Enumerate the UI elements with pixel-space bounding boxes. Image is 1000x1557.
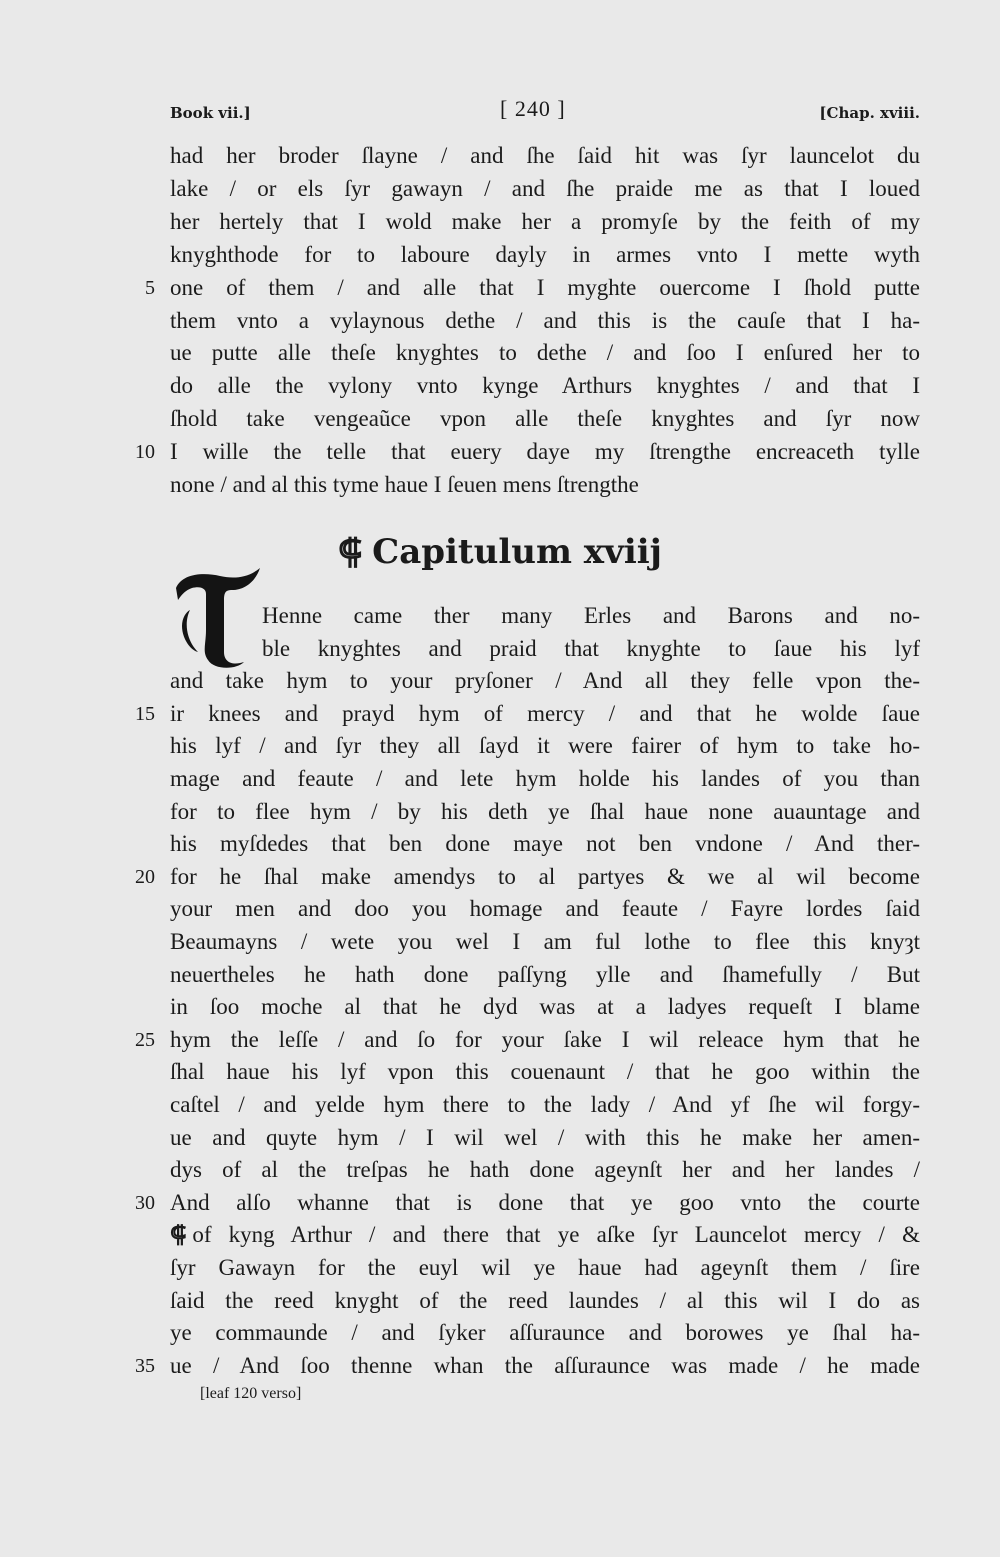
- running-head-book: Book vii.]: [170, 104, 251, 122]
- text-line: his lyf / and ſyr they all ſayd it were fairer of hym to take ho-: [170, 733, 920, 759]
- running-head-chapter: [Chap. xviii.: [819, 104, 920, 122]
- text-line: ye commaunde / and ſyker aſſuraunce and borowes ye ſhal ha-: [170, 1320, 920, 1346]
- text-line: neuertheles he hath done paſſyng ylle and ſhamefully / But: [170, 961, 920, 987]
- chapter-heading: [0, 530, 1000, 574]
- text-line: And alſo whanne that is done that ye goo vnto the courte: [170, 1189, 920, 1215]
- text-line: caſtel / and yelde hym there to the lady / And yf ſhe wil forgy-: [170, 1092, 920, 1117]
- text-line: your men and doo you homage and feaute / Fayre lordes ſaid: [170, 896, 920, 922]
- text-line: ble knyghtes and praid that knyghte to ſaue his lyf: [262, 635, 920, 661]
- text-line: in ſoo moche al that he dyd was at a ladyes requeſt I blame: [170, 994, 920, 1020]
- text-line: I wille the telle that euery daye my ſtrengthe encreaceth tylle: [170, 439, 920, 465]
- line-number: 25: [135, 1028, 155, 1051]
- text-line: lake / or els ſyr gawayn / and ſhe praide me as that I loued: [170, 175, 920, 201]
- line-number: 15: [135, 702, 155, 725]
- text-line: hym the leſſe / and ſo for your ſake I wil releace hym that he: [170, 1026, 920, 1052]
- text-line: none / and al this tyme haue I ſeuen mens ſtrengthe: [170, 472, 639, 497]
- text-line: ſaid the reed knyght of the reed laundes / al this wil I do as: [170, 1287, 920, 1313]
- text-line: ue / And ſoo thenne whan the aſſuraunce was made / he made: [170, 1352, 920, 1378]
- text-line: for he ſhal make amendys to al partyes & we al wil become: [170, 863, 920, 889]
- text-line: one of them / and alle that I myghte ouercome I ſhold putte: [170, 274, 920, 300]
- text-line: knyghthode for to laboure dayly in armes vnto I mette wyth: [170, 241, 920, 267]
- text-line: ue and quyte hym / I wil wel / with this he make her amen-: [170, 1124, 920, 1150]
- text-line: Henne came ther many Erles and Barons and no-: [262, 603, 920, 628]
- line-number: 30: [135, 1191, 155, 1214]
- line-number: 20: [135, 865, 155, 888]
- text-line: ir knees and prayd hym of mercy / and that he wolde ſaue: [170, 700, 920, 726]
- pilcrow-icon: ⸿: [338, 532, 363, 572]
- text-line: Beaumayns / wete you wel I am ful lothe to flee this knyȝt: [170, 929, 920, 954]
- text-line: his myſdedes that ben done maye not ben vndone / And ther-: [170, 831, 920, 857]
- leaf-note: [leaf 120 verso]: [200, 1385, 302, 1402]
- text-line: ſhold take vengeaũce vpon alle theſe knyghtes and ſyr now: [170, 406, 920, 432]
- text-line: ſhal haue his lyf vpon this couenaunt / that he goo within the: [170, 1059, 920, 1085]
- text-line: and take hym to your pryſoner / And all they felle vpon the-: [170, 668, 920, 694]
- text-line: [170, 1219, 920, 1251]
- pilcrow-icon: ⸿: [170, 1222, 187, 1249]
- text-line: them vnto a vylaynous dethe / and this is the cauſe that I ha-: [170, 307, 920, 333]
- page-number: [ 240 ]: [500, 96, 566, 121]
- text-line: ue putte alle theſe knyghtes to dethe / and ſoo I enſured her to: [170, 340, 920, 366]
- line-number: 5: [145, 276, 155, 299]
- line-number: 35: [135, 1354, 155, 1377]
- chapter-title: Capitulum xviij: [372, 532, 662, 572]
- line-number: 10: [135, 441, 155, 464]
- dropcap-letter: T: [172, 566, 173, 567]
- text-line: for to flee hym / by his deth ye ſhal haue none auauntage and: [170, 798, 920, 824]
- dropcap-t: [172, 566, 264, 670]
- running-head: [170, 96, 920, 132]
- text-line: her hertely that I wold make her a promyſe by the feith of my: [170, 208, 920, 234]
- text-line: mage and feaute / and lete hym holde his landes of you than: [170, 766, 920, 791]
- line-text: of kyng Arthur / and there that ye aſke ſyr Launcelot mercy / &: [192, 1222, 920, 1248]
- text-line: ſyr Gawayn for the euyl wil ye haue had ageynſt them / ſire: [170, 1255, 920, 1280]
- text-line: dys of al the treſpas he hath done ageynſt her and her landes /: [170, 1157, 920, 1183]
- text-line: do alle the vylony vnto kynge Arthurs knyghtes / and that I: [170, 373, 920, 399]
- text-line: had her broder ſlayne / and ſhe ſaid hit was ſyr launcelot du: [170, 143, 920, 168]
